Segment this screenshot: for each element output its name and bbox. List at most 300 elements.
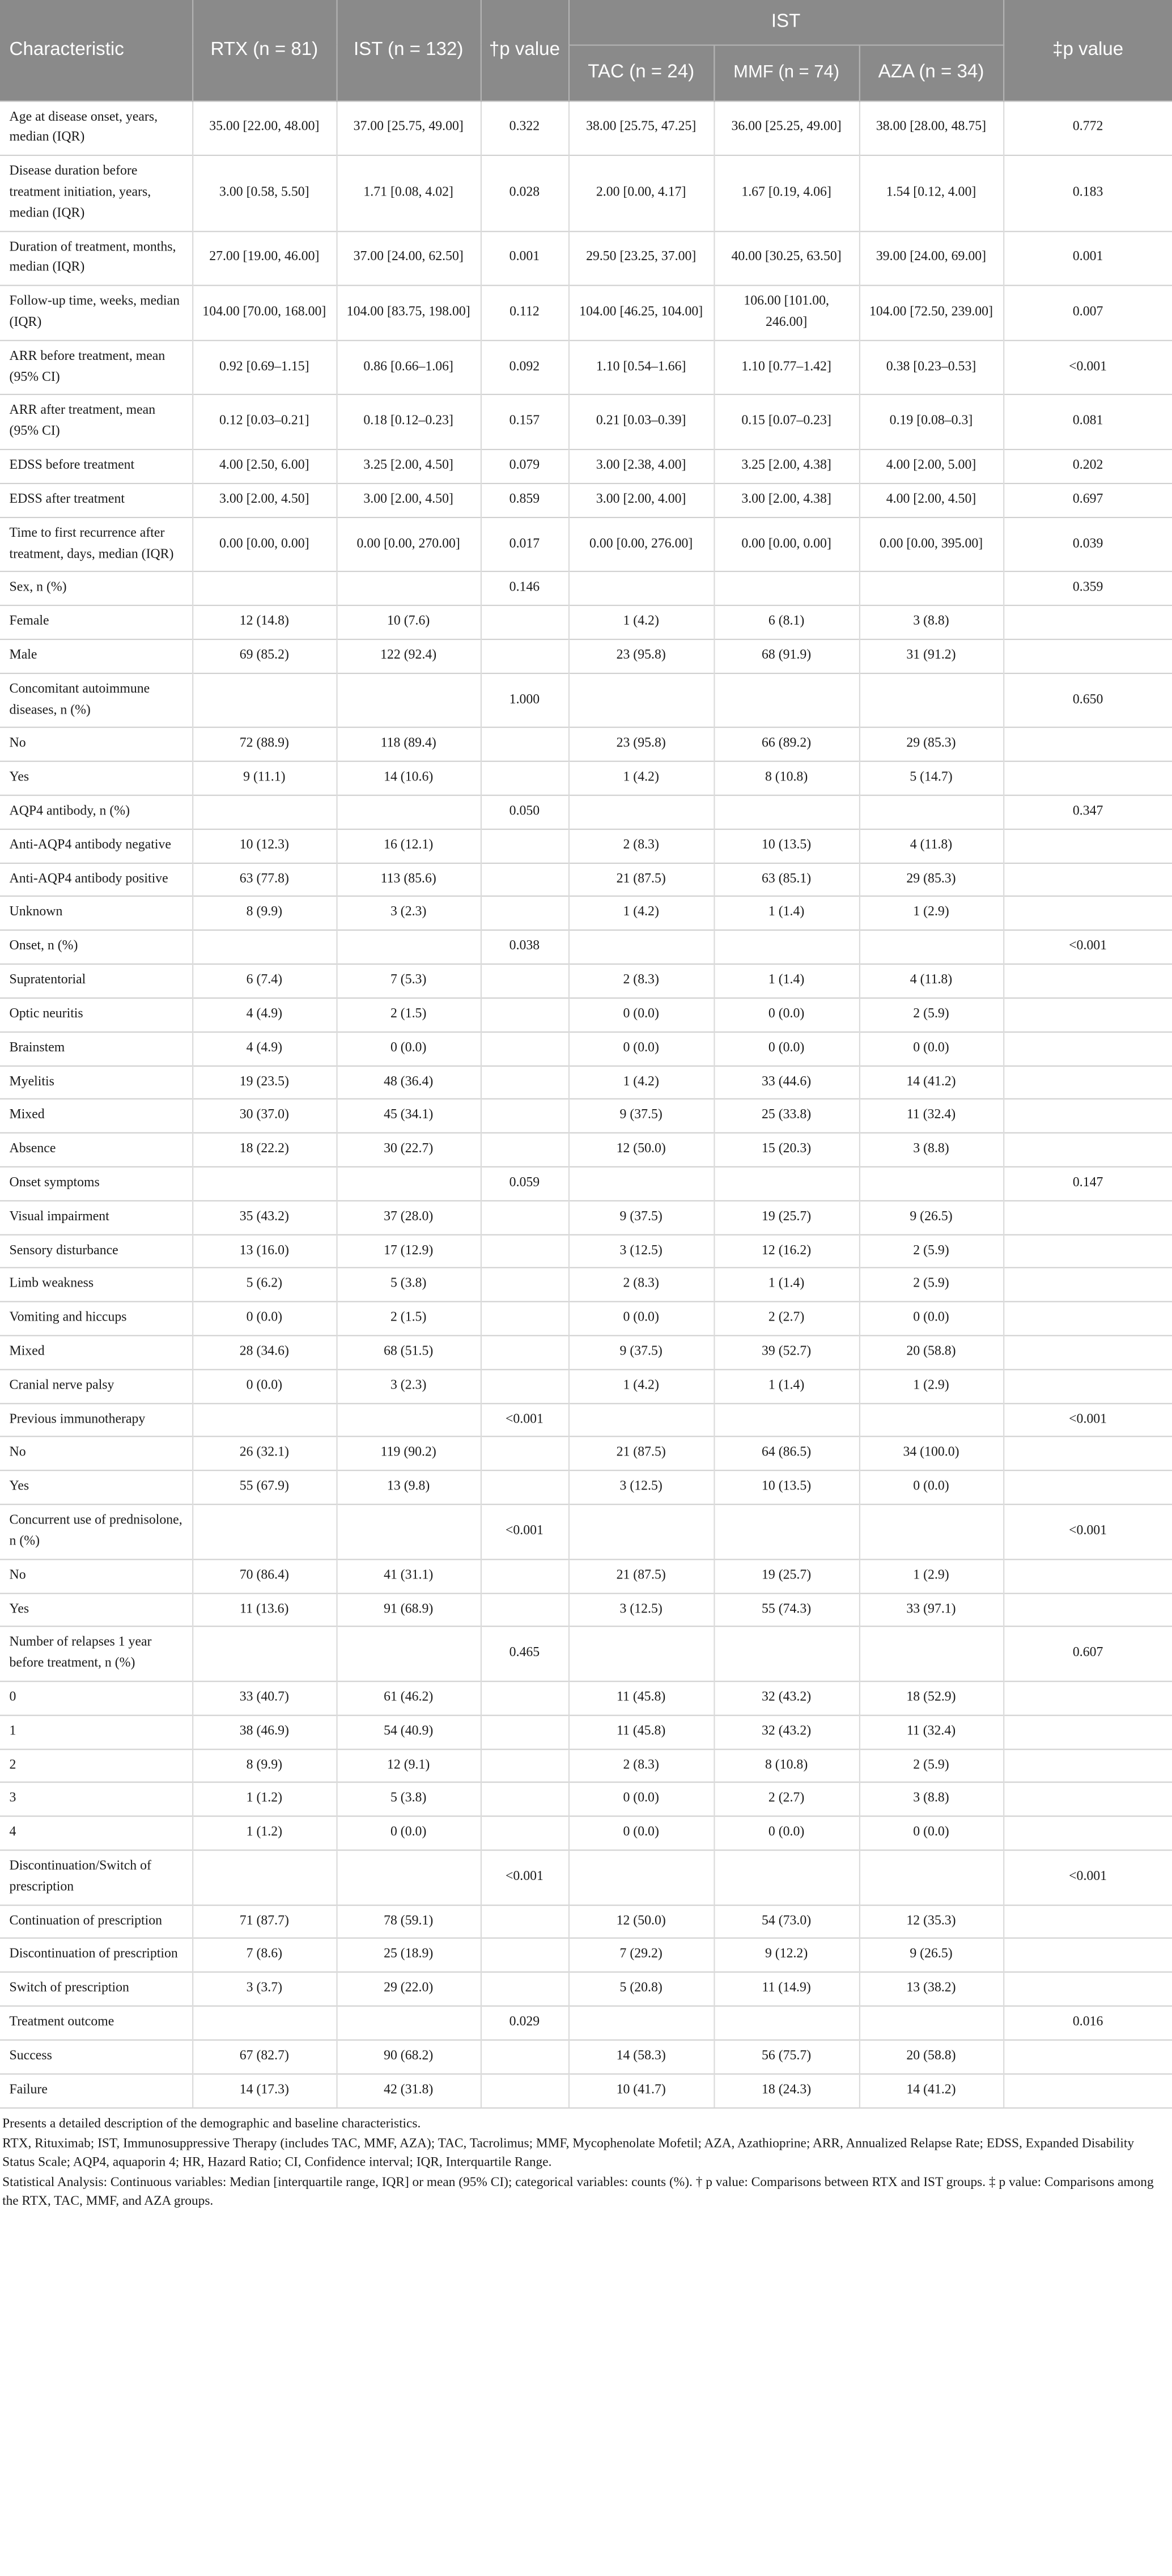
table-cell	[481, 1200, 568, 1234]
table-row	[0, 2074, 1172, 2108]
table-cell	[192, 2006, 336, 2040]
table-cell: 63 (85.1)	[714, 863, 859, 897]
table-row	[0, 1905, 1172, 1939]
table-cell	[714, 1627, 859, 1681]
table-cell: 69 (85.2)	[192, 639, 336, 673]
table-cell: 4.00 [2.00, 4.50]	[859, 483, 1003, 517]
table-cell	[859, 1167, 1003, 1201]
row-label: Onset symptoms	[0, 1167, 192, 1201]
table-cell: 14 (58.3)	[568, 2040, 714, 2074]
table-row	[0, 2006, 1172, 2040]
row-label: No	[0, 1437, 192, 1471]
table-cell	[859, 1627, 1003, 1681]
table-cell: 0.029	[481, 2006, 568, 2040]
table-cell: 12 (35.3)	[859, 1905, 1003, 1939]
table-cell: 67 (82.7)	[192, 2040, 336, 2074]
table-cell	[337, 1403, 481, 1437]
table-cell: 7 (8.6)	[192, 1938, 336, 1972]
table-cell: 91 (68.9)	[337, 1593, 481, 1627]
table-row	[0, 572, 1172, 606]
table-cell: 21 (87.5)	[568, 1559, 714, 1593]
table-row	[0, 1369, 1172, 1403]
table-cell: 0.15 [0.07–0.23]	[714, 395, 859, 449]
table-cell: 0.202	[1003, 449, 1172, 483]
row-label: Yes	[0, 762, 192, 796]
table-row	[0, 1167, 1172, 1201]
row-label: Yes	[0, 1471, 192, 1505]
table-row	[0, 1504, 1172, 1559]
table-cell	[481, 1905, 568, 1939]
table-row	[0, 897, 1172, 931]
table-cell: 1.10 [0.77–1.42]	[714, 340, 859, 394]
table-cell: 2 (2.7)	[714, 1302, 859, 1336]
table-cell: 29 (85.3)	[859, 728, 1003, 762]
table-cell: 37.00 [24.00, 62.50]	[337, 231, 481, 286]
table-cell: 1 (1.4)	[714, 964, 859, 998]
table-cell	[1003, 897, 1172, 931]
table-cell: 0.147	[1003, 1167, 1172, 1201]
table-cell	[714, 1504, 859, 1559]
row-label: Female	[0, 605, 192, 639]
table-cell: 1 (4.2)	[568, 762, 714, 796]
header-aza: AZA (n = 34)	[859, 45, 1003, 101]
table-cell: 0.092	[481, 340, 568, 394]
table-cell	[859, 1504, 1003, 1559]
row-label: Success	[0, 2040, 192, 2074]
header-p-value-all-groups: ‡p value	[1003, 0, 1172, 101]
table-row	[0, 1066, 1172, 1100]
row-label: No	[0, 728, 192, 762]
table-cell: 0.016	[1003, 2006, 1172, 2040]
table-cell: 1.71 [0.08, 4.02]	[337, 155, 481, 231]
table-cell: 2 (1.5)	[337, 1302, 481, 1336]
table-cell	[192, 1504, 336, 1559]
table-row	[0, 1302, 1172, 1336]
table-cell: 8 (10.8)	[714, 762, 859, 796]
header-tac: TAC (n = 24)	[568, 45, 714, 101]
table-cell: 1 (4.2)	[568, 605, 714, 639]
table-cell: 38 (46.9)	[192, 1715, 336, 1749]
table-row	[0, 1627, 1172, 1681]
row-label: Concomitant autoimmune diseases, n (%)	[0, 673, 192, 728]
table-cell: 5 (6.2)	[192, 1268, 336, 1302]
table-cell: 23 (95.8)	[568, 728, 714, 762]
table-cell: 0.359	[1003, 572, 1172, 606]
table-cell: 28 (34.6)	[192, 1335, 336, 1369]
table-cell	[481, 1681, 568, 1715]
table-cell: 56 (75.7)	[714, 2040, 859, 2074]
table-row	[0, 2040, 1172, 2074]
row-label: Disease duration before treatment initiation, years, median (IQR)	[0, 155, 192, 231]
table-cell: 12 (50.0)	[568, 1905, 714, 1939]
table-cell: 9 (12.2)	[714, 1938, 859, 1972]
table-cell: 0.00 [0.00, 0.00]	[192, 517, 336, 571]
table-row	[0, 1234, 1172, 1268]
table-cell: 16 (12.1)	[337, 829, 481, 863]
table-cell: 1.10 [0.54–1.66]	[568, 340, 714, 394]
table-cell	[481, 897, 568, 931]
table-cell: 0.19 [0.08–0.3]	[859, 395, 1003, 449]
row-label: 0	[0, 1681, 192, 1715]
row-label: EDSS before treatment	[0, 449, 192, 483]
table-cell: 90 (68.2)	[337, 2040, 481, 2074]
table-cell: 29 (85.3)	[859, 863, 1003, 897]
table-cell: 48 (36.4)	[337, 1066, 481, 1100]
table-cell: 2.00 [0.00, 4.17]	[568, 155, 714, 231]
table-cell: 1 (4.2)	[568, 897, 714, 931]
table-cell	[481, 605, 568, 639]
table-cell	[859, 2006, 1003, 2040]
row-label: Previous immunotherapy	[0, 1403, 192, 1437]
table-cell: 25 (33.8)	[714, 1099, 859, 1133]
table-cell: 64 (86.5)	[714, 1437, 859, 1471]
row-label: Yes	[0, 1593, 192, 1627]
row-label: Anti-AQP4 antibody positive	[0, 863, 192, 897]
table-cell: 11 (13.6)	[192, 1593, 336, 1627]
table-cell: 13 (16.0)	[192, 1234, 336, 1268]
table-cell: 1.54 [0.12, 4.00]	[859, 155, 1003, 231]
row-label: Limb weakness	[0, 1268, 192, 1302]
table-cell: 63 (77.8)	[192, 863, 336, 897]
table-row	[0, 1783, 1172, 1817]
table-cell: 1 (1.2)	[192, 1817, 336, 1851]
table-cell: 2 (5.9)	[859, 1268, 1003, 1302]
table-cell	[192, 572, 336, 606]
table-cell	[481, 1066, 568, 1100]
table-row	[0, 1817, 1172, 1851]
table-cell	[1003, 639, 1172, 673]
table-cell: 21 (87.5)	[568, 1437, 714, 1471]
table-cell: <0.001	[481, 1504, 568, 1559]
table-cell: 104.00 [72.50, 239.00]	[859, 286, 1003, 340]
table-row	[0, 863, 1172, 897]
table-row	[0, 1268, 1172, 1302]
table-cell: 0.00 [0.00, 270.00]	[337, 517, 481, 571]
table-cell	[481, 998, 568, 1032]
table-cell: 4 (11.8)	[859, 964, 1003, 998]
table-cell	[481, 1783, 568, 1817]
table-cell: 0.050	[481, 795, 568, 829]
table-cell: 30 (22.7)	[337, 1133, 481, 1167]
table-cell	[859, 930, 1003, 964]
table-cell: 3.00 [0.58, 5.50]	[192, 155, 336, 231]
table-cell: 14 (41.2)	[859, 1066, 1003, 1100]
table-cell: 33 (40.7)	[192, 1681, 336, 1715]
table-cell	[1003, 1972, 1172, 2006]
table-cell: 119 (90.2)	[337, 1437, 481, 1471]
table-cell: 55 (74.3)	[714, 1593, 859, 1627]
table-cell: 72 (88.9)	[192, 728, 336, 762]
row-label: 2	[0, 1749, 192, 1783]
table-cell: 1 (2.9)	[859, 1369, 1003, 1403]
row-label: Visual impairment	[0, 1200, 192, 1234]
table-cell: <0.001	[481, 1403, 568, 1437]
table-cell: 0 (0.0)	[568, 998, 714, 1032]
table-cell	[192, 1627, 336, 1681]
table-cell: 3 (8.8)	[859, 605, 1003, 639]
table-cell: 0 (0.0)	[714, 1817, 859, 1851]
table-row	[0, 829, 1172, 863]
table-cell: 68 (51.5)	[337, 1335, 481, 1369]
row-label: Time to first recurrence after treatment, days, median (IQR)	[0, 517, 192, 571]
table-cell	[568, 795, 714, 829]
table-cell	[481, 1593, 568, 1627]
table-cell: 20 (58.8)	[859, 1335, 1003, 1369]
table-row	[0, 930, 1172, 964]
table-cell	[192, 795, 336, 829]
table-cell: 118 (89.4)	[337, 728, 481, 762]
header-p-value-rtx-vs-ist: †p value	[481, 0, 568, 101]
table-cell: 35.00 [22.00, 48.00]	[192, 101, 336, 155]
row-label: Mixed	[0, 1335, 192, 1369]
table-cell: 0.00 [0.00, 0.00]	[714, 517, 859, 571]
table-row	[0, 1133, 1172, 1167]
table-cell	[481, 639, 568, 673]
header-characteristic: Characteristic	[0, 0, 192, 101]
table-cell: 0.650	[1003, 673, 1172, 728]
table-cell: 1 (1.4)	[714, 1268, 859, 1302]
table-cell	[859, 795, 1003, 829]
table-cell: 113 (85.6)	[337, 863, 481, 897]
row-label: ARR after treatment, mean (95% CI)	[0, 395, 192, 449]
table-cell	[481, 2074, 568, 2108]
row-label: Cranial nerve palsy	[0, 1369, 192, 1403]
table-cell: 15 (20.3)	[714, 1133, 859, 1167]
table-cell: 19 (23.5)	[192, 1066, 336, 1100]
table-cell	[1003, 998, 1172, 1032]
table-cell	[714, 1167, 859, 1201]
table-cell	[337, 2006, 481, 2040]
table-cell: 11 (14.9)	[714, 1972, 859, 2006]
table-cell: 0 (0.0)	[337, 1817, 481, 1851]
table-cell	[337, 795, 481, 829]
table-cell: 104.00 [46.25, 104.00]	[568, 286, 714, 340]
table-cell	[337, 1504, 481, 1559]
table-header	[0, 0, 1172, 101]
table-cell	[859, 1403, 1003, 1437]
table-cell	[1003, 1593, 1172, 1627]
table-cell: 21 (87.5)	[568, 863, 714, 897]
row-label: Continuation of prescription	[0, 1905, 192, 1939]
table-cell: 54 (73.0)	[714, 1905, 859, 1939]
table-cell: 8 (10.8)	[714, 1749, 859, 1783]
table-cell	[481, 1234, 568, 1268]
table-cell: 25 (18.9)	[337, 1938, 481, 1972]
table-cell: 3 (12.5)	[568, 1234, 714, 1268]
table-cell: 31 (91.2)	[859, 639, 1003, 673]
table-cell: 0.465	[481, 1627, 568, 1681]
table-cell	[1003, 863, 1172, 897]
table-cell	[481, 1715, 568, 1749]
table-cell: 2 (5.9)	[859, 1749, 1003, 1783]
table-cell	[1003, 2040, 1172, 2074]
table-row	[0, 1972, 1172, 2006]
header-ist-group: IST	[568, 0, 1003, 45]
table-cell	[1003, 1268, 1172, 1302]
table-cell: 0.86 [0.66–1.06]	[337, 340, 481, 394]
table-cell: 0 (0.0)	[859, 1302, 1003, 1336]
table-cell	[192, 673, 336, 728]
table-cell: 0 (0.0)	[192, 1369, 336, 1403]
table-cell	[714, 2006, 859, 2040]
table-cell: 9 (37.5)	[568, 1099, 714, 1133]
row-label: Switch of prescription	[0, 1972, 192, 2006]
table-row	[0, 155, 1172, 231]
table-cell: 11 (32.4)	[859, 1715, 1003, 1749]
table-row	[0, 1437, 1172, 1471]
table-cell: 0.001	[481, 231, 568, 286]
table-cell	[568, 1850, 714, 1904]
table-cell: 8 (9.9)	[192, 897, 336, 931]
table-cell	[568, 930, 714, 964]
table-cell: 5 (3.8)	[337, 1268, 481, 1302]
table-cell: 0.001	[1003, 231, 1172, 286]
table-cell: 0.081	[1003, 395, 1172, 449]
table-cell	[1003, 1437, 1172, 1471]
table-cell	[859, 673, 1003, 728]
table-cell	[1003, 1938, 1172, 1972]
table-cell: 3.25 [2.00, 4.38]	[714, 449, 859, 483]
table-cell: 3.25 [2.00, 4.50]	[337, 449, 481, 483]
table-cell	[1003, 605, 1172, 639]
table-row	[0, 286, 1172, 340]
table-cell: <0.001	[1003, 1850, 1172, 1904]
row-label: Male	[0, 639, 192, 673]
table-row	[0, 483, 1172, 517]
table-cell: 2 (2.7)	[714, 1783, 859, 1817]
table-cell: 0.007	[1003, 286, 1172, 340]
row-label: 1	[0, 1715, 192, 1749]
table-cell: 0 (0.0)	[568, 1783, 714, 1817]
row-label: Myelitis	[0, 1066, 192, 1100]
table-cell: 13 (38.2)	[859, 1972, 1003, 2006]
table-row	[0, 1335, 1172, 1369]
table-row	[0, 449, 1172, 483]
row-label: Brainstem	[0, 1032, 192, 1066]
table-cell: 0.18 [0.12–0.23]	[337, 395, 481, 449]
table-cell: 45 (34.1)	[337, 1099, 481, 1133]
row-label: Number of relapses 1 year before treatment, n (%)	[0, 1627, 192, 1681]
table-cell	[568, 2006, 714, 2040]
table-cell	[481, 1938, 568, 1972]
table-cell: 17 (12.9)	[337, 1234, 481, 1268]
table-cell: 9 (26.5)	[859, 1938, 1003, 1972]
table-row	[0, 101, 1172, 155]
table-cell	[337, 1627, 481, 1681]
table-cell	[568, 1167, 714, 1201]
row-label: Discontinuation of prescription	[0, 1938, 192, 1972]
row-label: ARR before treatment, mean (95% CI)	[0, 340, 192, 394]
table-cell	[481, 1302, 568, 1336]
table-cell: 14 (41.2)	[859, 2074, 1003, 2108]
table-row	[0, 762, 1172, 796]
row-label: Duration of treatment, months, median (IQR)	[0, 231, 192, 286]
table-cell: 12 (14.8)	[192, 605, 336, 639]
table-cell	[481, 1032, 568, 1066]
table-row	[0, 1403, 1172, 1437]
table-cell: 1 (2.9)	[859, 1559, 1003, 1593]
table-cell: 0 (0.0)	[859, 1032, 1003, 1066]
table-cell: 0 (0.0)	[568, 1817, 714, 1851]
table-cell	[337, 1850, 481, 1904]
table-cell: 27.00 [19.00, 46.00]	[192, 231, 336, 286]
table-cell: 34 (100.0)	[859, 1437, 1003, 1471]
table-cell	[859, 572, 1003, 606]
row-label: Age at disease onset, years, median (IQR)	[0, 101, 192, 155]
table-cell: 0.038	[481, 930, 568, 964]
table-cell	[481, 863, 568, 897]
table-cell: 1.000	[481, 673, 568, 728]
table-row	[0, 728, 1172, 762]
table-cell: 11 (45.8)	[568, 1715, 714, 1749]
table-cell	[568, 1627, 714, 1681]
table-cell	[1003, 1133, 1172, 1167]
table-cell	[859, 1850, 1003, 1904]
table-row	[0, 1749, 1172, 1783]
table-cell: 0.112	[481, 286, 568, 340]
row-label: Sensory disturbance	[0, 1234, 192, 1268]
table-row	[0, 1032, 1172, 1066]
table-cell: 30 (37.0)	[192, 1099, 336, 1133]
table-cell: 0.028	[481, 155, 568, 231]
table-cell	[1003, 1783, 1172, 1817]
table-cell	[1003, 2074, 1172, 2108]
table-cell: 33 (44.6)	[714, 1066, 859, 1100]
table-cell	[1003, 1234, 1172, 1268]
table-cell: 11 (32.4)	[859, 1099, 1003, 1133]
table-row	[0, 1099, 1172, 1133]
table-cell	[1003, 1749, 1172, 1783]
table-cell: 12 (9.1)	[337, 1749, 481, 1783]
table-cell	[1003, 1369, 1172, 1403]
table-cell	[481, 1099, 568, 1133]
table-row	[0, 395, 1172, 449]
table-cell: 1 (4.2)	[568, 1369, 714, 1403]
table-cell	[1003, 1099, 1172, 1133]
table-cell	[481, 1559, 568, 1593]
row-label: Mixed	[0, 1099, 192, 1133]
table-cell	[481, 1369, 568, 1403]
table-cell: 2 (5.9)	[859, 998, 1003, 1032]
table-cell: 3 (8.8)	[859, 1783, 1003, 1817]
table-cell: 18 (52.9)	[859, 1681, 1003, 1715]
table-cell: 26 (32.1)	[192, 1437, 336, 1471]
row-label: Optic neuritis	[0, 998, 192, 1032]
table-cell: 104.00 [70.00, 168.00]	[192, 286, 336, 340]
table-cell: 0 (0.0)	[337, 1032, 481, 1066]
table-cell: 71 (87.7)	[192, 1905, 336, 1939]
header-ist: IST (n = 132)	[337, 0, 481, 101]
table-cell: 3 (12.5)	[568, 1471, 714, 1505]
table-cell	[481, 1471, 568, 1505]
table-cell: 14 (10.6)	[337, 762, 481, 796]
table-row	[0, 340, 1172, 394]
table-cell: 36.00 [25.25, 49.00]	[714, 101, 859, 155]
table-cell: 29 (22.0)	[337, 1972, 481, 2006]
table-cell	[481, 964, 568, 998]
table-cell: 9 (37.5)	[568, 1200, 714, 1234]
table-cell: 2 (5.9)	[859, 1234, 1003, 1268]
row-label: No	[0, 1559, 192, 1593]
table-cell: 54 (40.9)	[337, 1715, 481, 1749]
table-cell: 32 (43.2)	[714, 1681, 859, 1715]
table-cell: 5 (20.8)	[568, 1972, 714, 2006]
table-row	[0, 1681, 1172, 1715]
table-cell: <0.001	[481, 1850, 568, 1904]
table-cell: 41 (31.1)	[337, 1559, 481, 1593]
row-label: Supratentorial	[0, 964, 192, 998]
table-cell	[1003, 728, 1172, 762]
